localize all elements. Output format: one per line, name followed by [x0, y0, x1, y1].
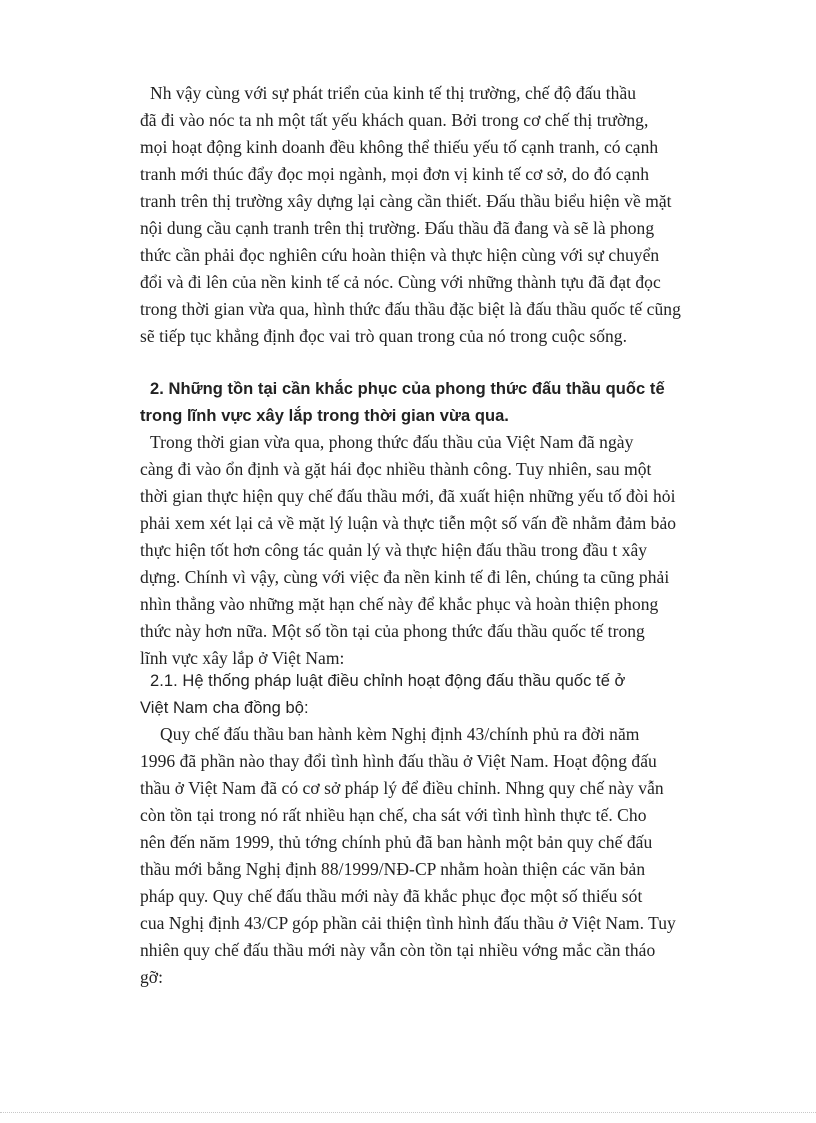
heading-line: 2. Những tồn tại cần khắc phục của phong thức đấu thầu quốc tế	[150, 380, 665, 398]
text-line: còn tồn tại trong nó rất nhiều hạn chế, cha sát với tình hình thực tế. Cho	[140, 805, 647, 825]
text-line: Trong thời gian vừa qua, phong thức đấu thầu của Việt Nam đã ngày	[150, 432, 634, 452]
subheading-line: 2.1. Hệ thống pháp luật điều chỉnh hoạt động đấu thầu quốc tế ở	[150, 672, 626, 690]
text-line: thức cần phải đọc nghiên cứu hoàn thiện và thực hiện cùng với sự chuyển	[140, 245, 660, 265]
text-line: nhìn thẳng vào những mặt hạn chế này để khắc phục và hoàn thiện phong	[140, 594, 659, 614]
paragraph-conclusion	[140, 80, 685, 350]
text-line: dựng. Chính vì vậy, cùng với việc đa nền kinh tế đi lên, chúng ta cũng phải	[140, 567, 670, 587]
paragraph-intro	[140, 429, 685, 672]
text-line: đã đi vào nóc ta nh một tất yếu khách quan. Bởi trong cơ chế thị trường,	[140, 110, 649, 130]
text-line: càng đi vào ổn định và gặt hái đọc nhiều thành công. Tuy nhiên, sau một	[140, 459, 652, 479]
text-line: thức này hơn nữa. Một số tồn tại của phong thức đấu thầu quốc tế trong	[140, 621, 645, 641]
text-line: nội dung cầu cạnh tranh trên thị trường. Đấu thầu đã đang và sẽ là phong	[140, 218, 655, 238]
text-line: thầu mới bằng Nghị định 88/1999/NĐ-CP nhằm hoàn thiện các văn bản	[140, 859, 646, 879]
text-line: tranh trên thị trường xây dựng lại càng cần thiết. Đấu thầu biểu hiện về mặt	[140, 191, 672, 211]
text-line: nhiên quy chế đấu thầu mới này vẫn còn tồn tại nhiều vớng mắc cần tháo	[140, 940, 656, 960]
text-line: thời gian thực hiện quy chế đấu thầu mới, đã xuất hiện những yếu tố đòi hỏi	[140, 486, 676, 506]
text-line: sẽ tiếp tục khẳng định đọc vai trò quan trong của nó trong cuộc sống.	[140, 326, 628, 346]
text-line: tranh mới thúc đẩy đọc mọi ngành, mọi đơn vị kinh tế cơ sở, do đó cạnh	[140, 164, 650, 184]
text-line: thầu ở Việt Nam đã có cơ sở pháp lý để điều chỉnh. Nhng quy chế này vẫn	[140, 778, 664, 798]
text-line: 1996 đã phần nào thay đổi tình hình đấu thầu ở Việt Nam. Hoạt động đấu	[140, 751, 657, 771]
heading-line: trong lĩnh vực xây lắp trong thời gian vừa qua.	[140, 407, 509, 425]
text-line: pháp quy. Quy chế đấu thầu mới này đã khắc phục đọc một số thiếu sót	[140, 886, 643, 906]
text-line: Nh vậy cùng với sự phát triển của kinh tế thị trường, chế độ đấu thầu	[150, 83, 637, 103]
page-bottom-divider	[0, 1112, 816, 1113]
text-line: nên đến năm 1999, thủ tớng chính phủ đã ban hành một bản quy chế đấu	[140, 832, 653, 852]
subheading-line: Việt Nam cha đồng bộ:	[140, 699, 309, 717]
text-line: mọi hoạt động kinh doanh đều không thể thiếu yếu tố cạnh tranh, có cạnh	[140, 137, 659, 157]
text-line: đổi và đi lên của nền kinh tế cả nóc. Cùng với những thành tựu đã đạt đọc	[140, 272, 661, 292]
text-line: phải xem xét lại cả về mặt lý luận và thực tiễn một số vấn đề nhằm đảm bảo	[140, 513, 677, 533]
text-line: trong thời gian vừa qua, hình thức đấu thầu đặc biệt là đấu thầu quốc tế cũng	[140, 299, 681, 319]
text-line: Quy chế đấu thầu ban hành kèm Nghị định 43/chính phủ ra đời năm	[160, 724, 640, 744]
text-line: thực hiện tốt hơn công tác quản lý và thực hiện đấu thầu trong đầu t xây	[140, 540, 648, 560]
text-line: gỡ:	[140, 967, 164, 987]
section-heading	[140, 376, 685, 430]
text-line: cua Nghị định 43/CP góp phần cải thiện tình hình đấu thầu ở Việt Nam. Tuy	[140, 913, 676, 933]
paragraph-regulation	[140, 721, 685, 991]
text-line: lĩnh vực xây lắp ở Việt Nam:	[140, 648, 345, 668]
subsection-heading	[140, 668, 685, 722]
